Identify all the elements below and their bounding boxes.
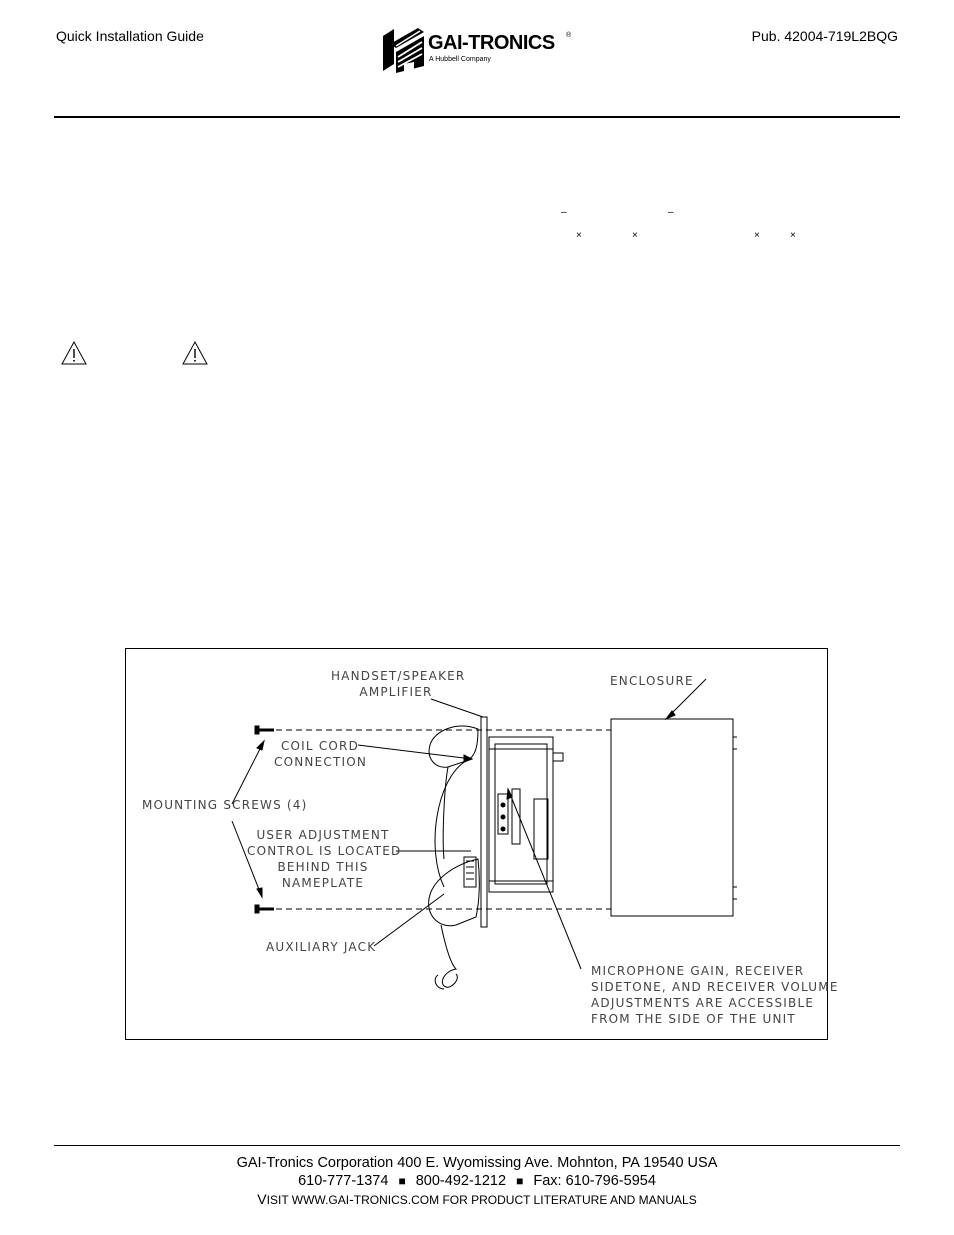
mounting-screws-label: MOUNTING SCREWS (4) [142, 798, 308, 812]
footer-tollfree: 800-492-1212 [415, 1173, 507, 1189]
label-line: NAMEPLATE [281, 876, 365, 890]
logo-mark-icon [380, 26, 426, 74]
enclosure-label: ENCLOSURE [610, 674, 694, 688]
footer-fax: Fax: 610-796-5954 [533, 1173, 656, 1189]
square-bullet-icon: ■ [398, 1174, 406, 1188]
visit-t: T [353, 1193, 362, 1207]
label-line: CONNECTION [274, 755, 368, 769]
label-line: SIDETONE, AND RECEIVER VOLUME [591, 980, 839, 994]
label-line: FROM THE SIDE OF THE UNIT [591, 1012, 796, 1026]
guide-title: Quick Installation Guide [56, 28, 204, 44]
coil-cord-label [274, 738, 366, 770]
visit-text-end: RONICS.COM FOR PRODUCT LITERATURE AND MANUALS [361, 1193, 697, 1207]
auxiliary-jack-label: AUXILIARY JACK [266, 940, 377, 954]
label-line: USER ADJUSTMENT [256, 828, 390, 842]
warning-triangle-icon [182, 341, 208, 365]
company-logo [380, 26, 580, 76]
footer-rule [54, 1145, 900, 1146]
footer [0, 1154, 954, 1209]
publication-number: Pub. 42004-719L2BQG [751, 28, 898, 44]
warning-triangle-icon [61, 341, 87, 365]
logo-wordmark: GAI-TRONICS [428, 32, 555, 54]
label-line: ADJUSTMENTS ARE ACCESSIBLE [591, 996, 815, 1010]
footer-address: GAI-Tronics Corporation 400 E. Wyomissing Ave. Mohnton, PA 19540 USA [236, 1155, 718, 1171]
label-line: BEHIND THIS [277, 860, 369, 874]
label-line: MICROPHONE GAIN, RECEIVER [591, 964, 805, 978]
dash-glyph: – [561, 207, 567, 218]
times-glyph: × [632, 230, 638, 241]
footer-contacts [0, 1172, 954, 1190]
handset-amplifier-label [331, 668, 466, 700]
visit-text: ISIT WWW.GAI [266, 1193, 350, 1207]
times-glyph: × [576, 230, 582, 241]
visit-initial: V [257, 1191, 267, 1207]
footer-phone: 610-777-1374 [298, 1173, 389, 1189]
microphone-gain-label [591, 963, 839, 1027]
times-glyph: × [754, 230, 760, 241]
label-line: CONTROL IS LOCATED [247, 844, 402, 858]
label-line: COIL CORD [280, 739, 360, 753]
label-line: HANDSET/SPEAKER [331, 669, 466, 683]
label-line: AMPLIFIER [359, 685, 433, 699]
visit-dash: - [349, 1191, 354, 1207]
installation-figure [125, 648, 839, 1040]
footer-visit-link[interactable] [0, 1190, 954, 1209]
dash-glyph: – [668, 207, 674, 218]
registered-mark: ® [566, 32, 572, 39]
user-adjustment-label [247, 827, 402, 891]
times-glyph: × [790, 230, 796, 241]
square-bullet-icon: ■ [516, 1174, 524, 1188]
header-rule [54, 116, 900, 118]
logo-tagline: A Hubbell Company [429, 56, 491, 63]
